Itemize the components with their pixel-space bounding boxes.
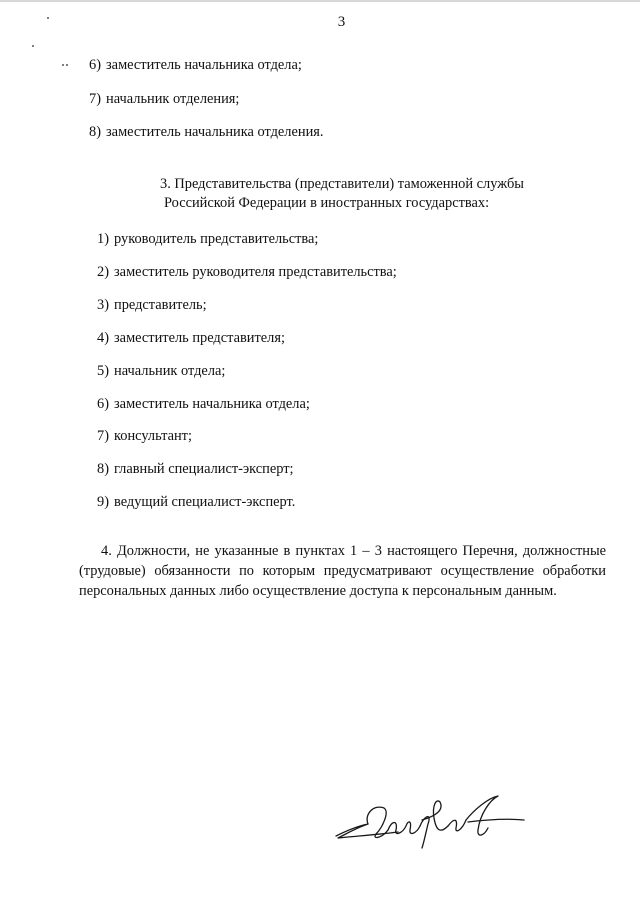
list-item-text: заместитель представителя; bbox=[114, 330, 285, 346]
list-item-text: заместитель начальника отделения. bbox=[106, 124, 324, 140]
list-item-number: 8) bbox=[97, 461, 109, 477]
section-heading-line: 3. Представительства (представители) таможенной службы bbox=[160, 176, 524, 192]
list-item-number: 4) bbox=[97, 330, 109, 346]
list-item bbox=[97, 459, 294, 479]
list-item bbox=[97, 229, 318, 249]
list-item bbox=[89, 89, 239, 109]
list-item-text: заместитель начальника отдела; bbox=[106, 57, 302, 73]
list-item bbox=[97, 295, 207, 315]
list-item-number: 6) bbox=[97, 396, 109, 412]
list-item-text: заместитель руководителя представительства; bbox=[114, 264, 397, 280]
list-item-text: представитель; bbox=[114, 297, 207, 313]
list-item-number: 2) bbox=[97, 264, 109, 280]
list-item bbox=[97, 361, 225, 381]
list-item-text: консультант; bbox=[114, 428, 192, 444]
list-item bbox=[89, 55, 302, 75]
list-item bbox=[97, 328, 285, 348]
list-item-text: главный специалист-эксперт; bbox=[114, 461, 294, 477]
list-item-text: ведущий специалист-эксперт. bbox=[114, 494, 296, 510]
list-item bbox=[97, 262, 397, 282]
scan-speck bbox=[62, 64, 64, 66]
list-item-number: 9) bbox=[97, 494, 109, 510]
list-item-text: руководитель представительства; bbox=[114, 231, 319, 247]
list-item-number: 6) bbox=[89, 57, 101, 73]
list-item-number: 8) bbox=[89, 124, 101, 140]
list-item-text: начальник отделения; bbox=[106, 91, 240, 107]
list-item-text: заместитель начальника отдела; bbox=[114, 396, 310, 412]
list-item-text: начальник отдела; bbox=[114, 363, 226, 379]
scan-edge bbox=[0, 0, 640, 2]
list-item-number: 5) bbox=[97, 363, 109, 379]
page-number: 3 bbox=[337, 14, 346, 30]
list-item-number: 1) bbox=[97, 231, 109, 247]
section-4-paragraph: 4. Должности, не указанные в пунктах 1 – 3 настоящего Перечня, должностные (трудовые) обязанности по которым предусматривают осуществление обработки персональных данных либо осуществление доступа к персональным данным. bbox=[79, 543, 606, 599]
list-item-number: 3) bbox=[97, 297, 109, 313]
section-heading-line: Российской Федерации в иностранных государствах: bbox=[164, 195, 490, 211]
scan-speck bbox=[32, 45, 34, 47]
list-item bbox=[89, 122, 324, 142]
list-item bbox=[97, 394, 310, 414]
list-item bbox=[97, 492, 295, 512]
list-item bbox=[97, 426, 192, 446]
list-item-number: 7) bbox=[97, 428, 109, 444]
signature bbox=[328, 790, 528, 850]
list-item-number: 7) bbox=[89, 91, 101, 107]
scan-speck bbox=[66, 64, 68, 66]
